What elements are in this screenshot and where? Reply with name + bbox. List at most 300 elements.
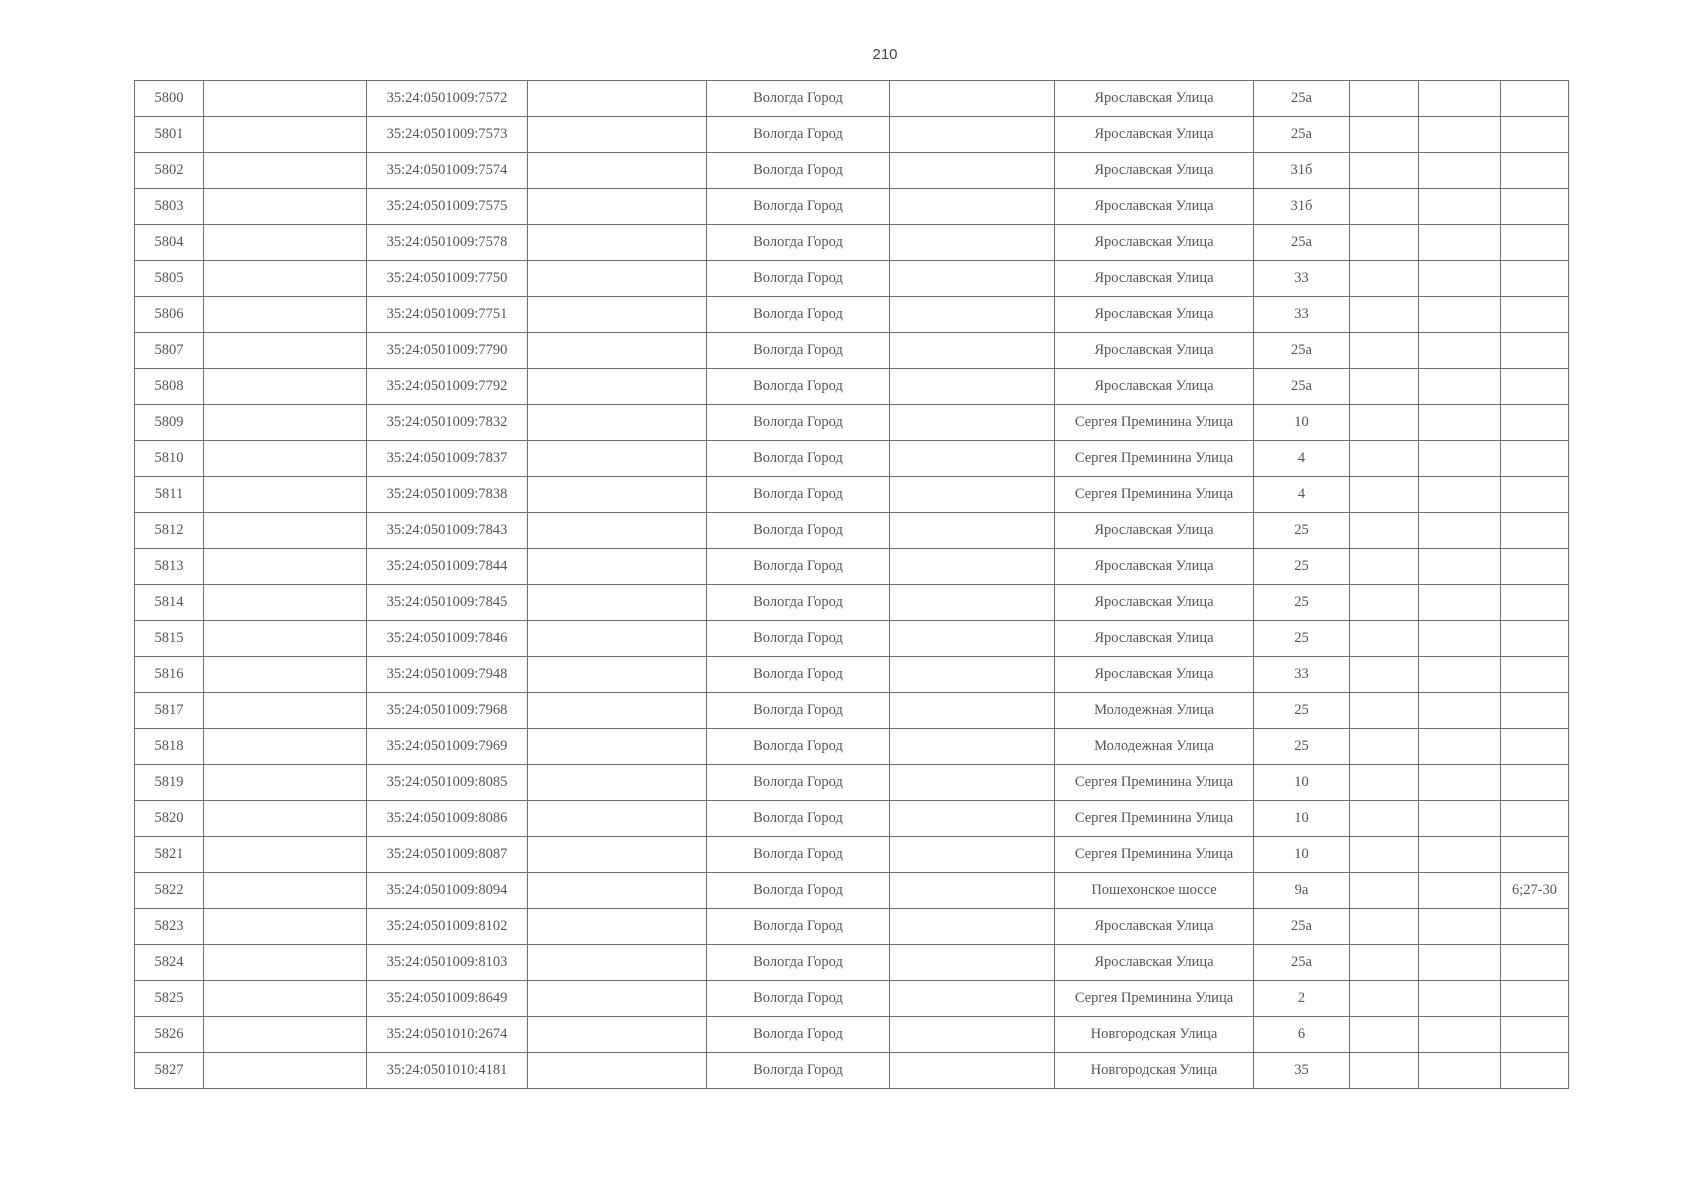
table-row xyxy=(135,81,1569,117)
house-number-cell: 4 xyxy=(1254,441,1350,477)
cadastral-number-cell: 35:24:0501009:7792 xyxy=(367,369,528,405)
blank-cell-d xyxy=(1350,585,1419,621)
house-number-cell: 25а xyxy=(1254,225,1350,261)
blank-cell-d xyxy=(1350,81,1419,117)
house-number-cell: 33 xyxy=(1254,297,1350,333)
street-cell: Сергея Преминина Улица xyxy=(1055,765,1254,801)
row-number-cell: 5808 xyxy=(135,369,204,405)
locality-cell: Вологда Город xyxy=(707,657,890,693)
cadastral-number-cell: 35:24:0501009:7838 xyxy=(367,477,528,513)
blank-cell-a xyxy=(204,945,367,981)
cadastral-number-cell: 35:24:0501009:8102 xyxy=(367,909,528,945)
apartment-cell xyxy=(1501,945,1569,981)
blank-cell-d xyxy=(1350,765,1419,801)
blank-cell-b xyxy=(528,513,707,549)
register-table xyxy=(134,80,1569,1089)
blank-cell-e xyxy=(1419,657,1501,693)
blank-cell-b xyxy=(528,225,707,261)
house-number-cell: 25 xyxy=(1254,693,1350,729)
cadastral-number-cell: 35:24:0501009:7968 xyxy=(367,693,528,729)
house-number-cell: 4 xyxy=(1254,477,1350,513)
blank-cell-b xyxy=(528,153,707,189)
blank-cell-e xyxy=(1419,1053,1501,1089)
house-number-cell: 10 xyxy=(1254,801,1350,837)
row-number-cell: 5807 xyxy=(135,333,204,369)
blank-cell-b xyxy=(528,585,707,621)
house-number-cell: 25а xyxy=(1254,81,1350,117)
cadastral-number-cell: 35:24:0501009:7837 xyxy=(367,441,528,477)
blank-cell-b xyxy=(528,261,707,297)
locality-cell: Вологда Город xyxy=(707,369,890,405)
blank-cell-d xyxy=(1350,369,1419,405)
blank-cell-d xyxy=(1350,261,1419,297)
apartment-cell: 6;27-30 xyxy=(1501,873,1569,909)
blank-cell-d xyxy=(1350,981,1419,1017)
locality-cell: Вологда Город xyxy=(707,765,890,801)
locality-cell: Вологда Город xyxy=(707,981,890,1017)
cadastral-number-cell: 35:24:0501009:7575 xyxy=(367,189,528,225)
cadastral-number-cell: 35:24:0501009:7846 xyxy=(367,621,528,657)
apartment-cell xyxy=(1501,153,1569,189)
blank-cell-d xyxy=(1350,801,1419,837)
blank-cell-a xyxy=(204,657,367,693)
cadastral-number-cell: 35:24:0501009:8649 xyxy=(367,981,528,1017)
house-number-cell: 10 xyxy=(1254,837,1350,873)
blank-cell-a xyxy=(204,837,367,873)
row-number-cell: 5811 xyxy=(135,477,204,513)
blank-cell-b xyxy=(528,909,707,945)
blank-cell-e xyxy=(1419,333,1501,369)
house-number-cell: 25а xyxy=(1254,369,1350,405)
house-number-cell: 25а xyxy=(1254,945,1350,981)
cadastral-number-cell: 35:24:0501009:7832 xyxy=(367,405,528,441)
street-cell: Ярославская Улица xyxy=(1055,189,1254,225)
blank-cell-b xyxy=(528,693,707,729)
blank-cell-e xyxy=(1419,225,1501,261)
apartment-cell xyxy=(1501,189,1569,225)
blank-cell-e xyxy=(1419,405,1501,441)
blank-cell-b xyxy=(528,81,707,117)
blank-cell-e xyxy=(1419,981,1501,1017)
apartment-cell xyxy=(1501,693,1569,729)
blank-cell-d xyxy=(1350,945,1419,981)
locality-cell: Вологда Город xyxy=(707,729,890,765)
row-number-cell: 5818 xyxy=(135,729,204,765)
blank-cell-c xyxy=(890,225,1055,261)
table-row xyxy=(135,693,1569,729)
blank-cell-c xyxy=(890,261,1055,297)
blank-cell-d xyxy=(1350,1053,1419,1089)
blank-cell-d xyxy=(1350,1017,1419,1053)
blank-cell-c xyxy=(890,441,1055,477)
locality-cell: Вологда Город xyxy=(707,477,890,513)
street-cell: Сергея Преминина Улица xyxy=(1055,801,1254,837)
blank-cell-a xyxy=(204,801,367,837)
blank-cell-c xyxy=(890,117,1055,153)
house-number-cell: 25а xyxy=(1254,333,1350,369)
blank-cell-e xyxy=(1419,1017,1501,1053)
cadastral-number-cell: 35:24:0501009:7751 xyxy=(367,297,528,333)
apartment-cell xyxy=(1501,909,1569,945)
table-row xyxy=(135,1053,1569,1089)
blank-cell-c xyxy=(890,81,1055,117)
page-number: 210 xyxy=(872,46,898,63)
blank-cell-a xyxy=(204,81,367,117)
blank-cell-e xyxy=(1419,873,1501,909)
blank-cell-b xyxy=(528,1017,707,1053)
blank-cell-e xyxy=(1419,693,1501,729)
blank-cell-c xyxy=(890,873,1055,909)
table-row xyxy=(135,297,1569,333)
blank-cell-e xyxy=(1419,909,1501,945)
apartment-cell xyxy=(1501,765,1569,801)
blank-cell-c xyxy=(890,1017,1055,1053)
blank-cell-e xyxy=(1419,153,1501,189)
table-row xyxy=(135,1017,1569,1053)
street-cell: Новгородская Улица xyxy=(1055,1053,1254,1089)
blank-cell-a xyxy=(204,189,367,225)
blank-cell-d xyxy=(1350,909,1419,945)
table-row xyxy=(135,585,1569,621)
blank-cell-a xyxy=(204,153,367,189)
row-number-cell: 5806 xyxy=(135,297,204,333)
blank-cell-a xyxy=(204,405,367,441)
blank-cell-d xyxy=(1350,117,1419,153)
apartment-cell xyxy=(1501,477,1569,513)
table-row xyxy=(135,189,1569,225)
cadastral-number-cell: 35:24:0501009:7790 xyxy=(367,333,528,369)
table-row xyxy=(135,945,1569,981)
street-cell: Ярославская Улица xyxy=(1055,549,1254,585)
locality-cell: Вологда Город xyxy=(707,261,890,297)
locality-cell: Вологда Город xyxy=(707,297,890,333)
blank-cell-d xyxy=(1350,729,1419,765)
blank-cell-a xyxy=(204,513,367,549)
row-number-cell: 5814 xyxy=(135,585,204,621)
row-number-cell: 5826 xyxy=(135,1017,204,1053)
table-row xyxy=(135,657,1569,693)
house-number-cell: 31б xyxy=(1254,189,1350,225)
blank-cell-c xyxy=(890,801,1055,837)
blank-cell-a xyxy=(204,1053,367,1089)
blank-cell-b xyxy=(528,729,707,765)
street-cell: Ярославская Улица xyxy=(1055,513,1254,549)
blank-cell-d xyxy=(1350,693,1419,729)
blank-cell-a xyxy=(204,981,367,1017)
blank-cell-a xyxy=(204,477,367,513)
blank-cell-b xyxy=(528,405,707,441)
house-number-cell: 9а xyxy=(1254,873,1350,909)
blank-cell-c xyxy=(890,405,1055,441)
blank-cell-b xyxy=(528,873,707,909)
row-number-cell: 5809 xyxy=(135,405,204,441)
blank-cell-d xyxy=(1350,333,1419,369)
cadastral-number-cell: 35:24:0501009:8085 xyxy=(367,765,528,801)
street-cell: Ярославская Улица xyxy=(1055,117,1254,153)
row-number-cell: 5820 xyxy=(135,801,204,837)
locality-cell: Вологда Город xyxy=(707,621,890,657)
blank-cell-c xyxy=(890,837,1055,873)
street-cell: Ярославская Улица xyxy=(1055,657,1254,693)
blank-cell-b xyxy=(528,369,707,405)
house-number-cell: 25 xyxy=(1254,513,1350,549)
house-number-cell: 25а xyxy=(1254,117,1350,153)
apartment-cell xyxy=(1501,405,1569,441)
cadastral-number-cell: 35:24:0501009:8103 xyxy=(367,945,528,981)
cadastral-number-cell: 35:24:0501009:7574 xyxy=(367,153,528,189)
blank-cell-e xyxy=(1419,297,1501,333)
blank-cell-d xyxy=(1350,153,1419,189)
blank-cell-b xyxy=(528,441,707,477)
street-cell: Молодежная Улица xyxy=(1055,693,1254,729)
row-number-cell: 5813 xyxy=(135,549,204,585)
apartment-cell xyxy=(1501,333,1569,369)
blank-cell-a xyxy=(204,873,367,909)
apartment-cell xyxy=(1501,261,1569,297)
table-row xyxy=(135,405,1569,441)
apartment-cell xyxy=(1501,585,1569,621)
row-number-cell: 5825 xyxy=(135,981,204,1017)
blank-cell-e xyxy=(1419,117,1501,153)
row-number-cell: 5803 xyxy=(135,189,204,225)
cadastral-number-cell: 35:24:0501009:7845 xyxy=(367,585,528,621)
apartment-cell xyxy=(1501,981,1569,1017)
blank-cell-a xyxy=(204,1017,367,1053)
table-row xyxy=(135,909,1569,945)
table-row xyxy=(135,837,1569,873)
locality-cell: Вологда Город xyxy=(707,441,890,477)
blank-cell-a xyxy=(204,765,367,801)
locality-cell: Вологда Город xyxy=(707,873,890,909)
blank-cell-b xyxy=(528,981,707,1017)
blank-cell-c xyxy=(890,333,1055,369)
blank-cell-b xyxy=(528,765,707,801)
street-cell: Сергея Преминина Улица xyxy=(1055,837,1254,873)
blank-cell-b xyxy=(528,189,707,225)
blank-cell-c xyxy=(890,657,1055,693)
cadastral-number-cell: 35:24:0501009:7572 xyxy=(367,81,528,117)
row-number-cell: 5823 xyxy=(135,909,204,945)
house-number-cell: 25 xyxy=(1254,729,1350,765)
row-number-cell: 5816 xyxy=(135,657,204,693)
blank-cell-e xyxy=(1419,261,1501,297)
row-number-cell: 5801 xyxy=(135,117,204,153)
house-number-cell: 25а xyxy=(1254,909,1350,945)
blank-cell-c xyxy=(890,621,1055,657)
locality-cell: Вологда Город xyxy=(707,909,890,945)
street-cell: Ярославская Улица xyxy=(1055,585,1254,621)
cadastral-number-cell: 35:24:0501009:7948 xyxy=(367,657,528,693)
row-number-cell: 5819 xyxy=(135,765,204,801)
table-row xyxy=(135,981,1569,1017)
blank-cell-e xyxy=(1419,585,1501,621)
cadastral-number-cell: 35:24:0501009:7844 xyxy=(367,549,528,585)
blank-cell-a xyxy=(204,297,367,333)
street-cell: Ярославская Улица xyxy=(1055,153,1254,189)
blank-cell-d xyxy=(1350,873,1419,909)
cadastral-number-cell: 35:24:0501009:8086 xyxy=(367,801,528,837)
street-cell: Ярославская Улица xyxy=(1055,225,1254,261)
street-cell: Ярославская Улица xyxy=(1055,81,1254,117)
blank-cell-e xyxy=(1419,837,1501,873)
table-body xyxy=(135,81,1569,1089)
table-row xyxy=(135,261,1569,297)
apartment-cell xyxy=(1501,549,1569,585)
blank-cell-b xyxy=(528,477,707,513)
table-row xyxy=(135,765,1569,801)
table-row xyxy=(135,117,1569,153)
street-cell: Ярославская Улица xyxy=(1055,297,1254,333)
table-row xyxy=(135,477,1569,513)
locality-cell: Вологда Город xyxy=(707,1053,890,1089)
row-number-cell: 5827 xyxy=(135,1053,204,1089)
street-cell: Пошехонское шоссе xyxy=(1055,873,1254,909)
blank-cell-e xyxy=(1419,81,1501,117)
blank-cell-a xyxy=(204,441,367,477)
cadastral-number-cell: 35:24:0501009:7573 xyxy=(367,117,528,153)
table-row xyxy=(135,621,1569,657)
blank-cell-c xyxy=(890,153,1055,189)
apartment-cell xyxy=(1501,297,1569,333)
row-number-cell: 5800 xyxy=(135,81,204,117)
blank-cell-b xyxy=(528,117,707,153)
house-number-cell: 33 xyxy=(1254,657,1350,693)
blank-cell-b xyxy=(528,837,707,873)
blank-cell-e xyxy=(1419,801,1501,837)
locality-cell: Вологда Город xyxy=(707,513,890,549)
locality-cell: Вологда Город xyxy=(707,189,890,225)
apartment-cell xyxy=(1501,369,1569,405)
cadastral-number-cell: 35:24:0501009:7843 xyxy=(367,513,528,549)
row-number-cell: 5815 xyxy=(135,621,204,657)
blank-cell-c xyxy=(890,981,1055,1017)
blank-cell-c xyxy=(890,585,1055,621)
table-row xyxy=(135,441,1569,477)
table-row xyxy=(135,873,1569,909)
street-cell: Сергея Преминина Улица xyxy=(1055,441,1254,477)
locality-cell: Вологда Город xyxy=(707,333,890,369)
street-cell: Сергея Преминина Улица xyxy=(1055,405,1254,441)
blank-cell-b xyxy=(528,801,707,837)
apartment-cell xyxy=(1501,729,1569,765)
locality-cell: Вологда Город xyxy=(707,693,890,729)
blank-cell-e xyxy=(1419,549,1501,585)
row-number-cell: 5817 xyxy=(135,693,204,729)
house-number-cell: 31б xyxy=(1254,153,1350,189)
cadastral-number-cell: 35:24:0501009:8094 xyxy=(367,873,528,909)
locality-cell: Вологда Город xyxy=(707,81,890,117)
blank-cell-d xyxy=(1350,477,1419,513)
blank-cell-c xyxy=(890,765,1055,801)
street-cell: Ярославская Улица xyxy=(1055,369,1254,405)
cadastral-number-cell: 35:24:0501009:7750 xyxy=(367,261,528,297)
cadastral-number-cell: 35:24:0501009:8087 xyxy=(367,837,528,873)
blank-cell-d xyxy=(1350,441,1419,477)
street-cell: Новгородская Улица xyxy=(1055,1017,1254,1053)
house-number-cell: 2 xyxy=(1254,981,1350,1017)
house-number-cell: 35 xyxy=(1254,1053,1350,1089)
apartment-cell xyxy=(1501,837,1569,873)
house-number-cell: 10 xyxy=(1254,765,1350,801)
apartment-cell xyxy=(1501,441,1569,477)
blank-cell-d xyxy=(1350,657,1419,693)
table-row xyxy=(135,225,1569,261)
blank-cell-a xyxy=(204,729,367,765)
blank-cell-b xyxy=(528,1053,707,1089)
blank-cell-e xyxy=(1419,765,1501,801)
blank-cell-c xyxy=(890,477,1055,513)
street-cell: Сергея Преминина Улица xyxy=(1055,981,1254,1017)
blank-cell-b xyxy=(528,657,707,693)
locality-cell: Вологда Город xyxy=(707,837,890,873)
locality-cell: Вологда Город xyxy=(707,549,890,585)
blank-cell-d xyxy=(1350,837,1419,873)
table-row xyxy=(135,801,1569,837)
apartment-cell xyxy=(1501,81,1569,117)
blank-cell-d xyxy=(1350,189,1419,225)
street-cell: Ярославская Улица xyxy=(1055,909,1254,945)
apartment-cell xyxy=(1501,801,1569,837)
blank-cell-d xyxy=(1350,405,1419,441)
blank-cell-e xyxy=(1419,729,1501,765)
apartment-cell xyxy=(1501,513,1569,549)
blank-cell-c xyxy=(890,549,1055,585)
blank-cell-e xyxy=(1419,513,1501,549)
blank-cell-a xyxy=(204,225,367,261)
apartment-cell xyxy=(1501,117,1569,153)
locality-cell: Вологда Город xyxy=(707,1017,890,1053)
house-number-cell: 25 xyxy=(1254,549,1350,585)
row-number-cell: 5810 xyxy=(135,441,204,477)
blank-cell-d xyxy=(1350,549,1419,585)
blank-cell-c xyxy=(890,729,1055,765)
street-cell: Ярославская Улица xyxy=(1055,621,1254,657)
blank-cell-b xyxy=(528,621,707,657)
row-number-cell: 5802 xyxy=(135,153,204,189)
blank-cell-d xyxy=(1350,621,1419,657)
blank-cell-a xyxy=(204,369,367,405)
cadastral-number-cell: 35:24:0501010:4181 xyxy=(367,1053,528,1089)
blank-cell-a xyxy=(204,693,367,729)
blank-cell-b xyxy=(528,945,707,981)
blank-cell-e xyxy=(1419,621,1501,657)
row-number-cell: 5805 xyxy=(135,261,204,297)
house-number-cell: 25 xyxy=(1254,585,1350,621)
row-number-cell: 5812 xyxy=(135,513,204,549)
blank-cell-a xyxy=(204,909,367,945)
table-row xyxy=(135,513,1569,549)
blank-cell-d xyxy=(1350,297,1419,333)
street-cell: Молодежная Улица xyxy=(1055,729,1254,765)
blank-cell-c xyxy=(890,369,1055,405)
blank-cell-b xyxy=(528,333,707,369)
blank-cell-c xyxy=(890,693,1055,729)
locality-cell: Вологда Город xyxy=(707,945,890,981)
apartment-cell xyxy=(1501,1053,1569,1089)
table-row xyxy=(135,729,1569,765)
row-number-cell: 5804 xyxy=(135,225,204,261)
blank-cell-e xyxy=(1419,441,1501,477)
apartment-cell xyxy=(1501,621,1569,657)
locality-cell: Вологда Город xyxy=(707,225,890,261)
cadastral-number-cell: 35:24:0501009:7578 xyxy=(367,225,528,261)
blank-cell-a xyxy=(204,621,367,657)
locality-cell: Вологда Город xyxy=(707,801,890,837)
blank-cell-a xyxy=(204,261,367,297)
table-row xyxy=(135,369,1569,405)
house-number-cell: 25 xyxy=(1254,621,1350,657)
locality-cell: Вологда Город xyxy=(707,117,890,153)
